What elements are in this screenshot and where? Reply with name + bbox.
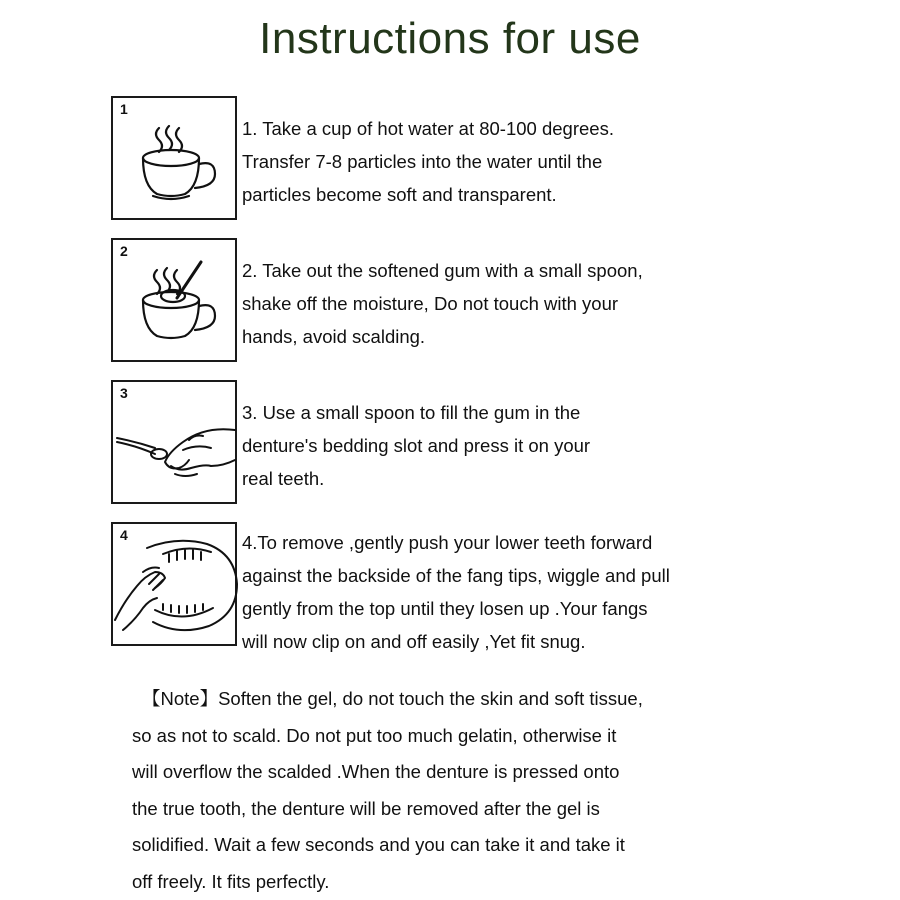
step-number: 3 xyxy=(120,385,128,401)
hand-with-spoon-icon xyxy=(113,382,239,506)
note-line: will overflow the scalded .When the denture is pressed onto xyxy=(132,761,620,782)
step-2-text xyxy=(242,254,787,353)
step-line: will now clip on and off easily ,Yet fit snug. xyxy=(242,631,586,652)
step-2-illustration xyxy=(111,238,237,362)
step-2 xyxy=(111,238,791,366)
step-1-text xyxy=(242,112,787,211)
step-4 xyxy=(111,522,791,650)
step-line: 1. Take a cup of hot water at 80-100 degrees. xyxy=(242,118,614,139)
step-line: hands, avoid scalding. xyxy=(242,326,426,347)
step-3-illustration xyxy=(111,380,237,504)
hand-removing-teeth-icon xyxy=(113,524,239,648)
step-line: gently from the top until they losen up .Your fangs xyxy=(242,598,648,619)
note-line: the true tooth, the denture will be removed after the gel is xyxy=(132,797,600,819)
note-line: so as not to scald. Do not put too much gelatin, otherwise it xyxy=(132,724,617,746)
note-line: off freely. It fits perfectly. xyxy=(132,870,330,892)
step-line: 3. Use a small spoon to fill the gum in the xyxy=(242,402,581,423)
step-number: 2 xyxy=(120,243,128,259)
step-3 xyxy=(111,380,791,508)
note-line: solidified. Wait a few seconds and you can take it and take it xyxy=(132,834,625,855)
step-line: against the backside of the fang tips, wiggle and pull xyxy=(242,565,670,586)
cup-with-spoon-icon xyxy=(113,240,239,364)
step-line: real teeth. xyxy=(242,468,325,489)
step-line: denture's bedding slot and press it on your xyxy=(242,435,591,456)
step-line: shake off the moisture, Do not touch with your xyxy=(242,293,619,314)
step-1 xyxy=(111,96,791,224)
step-number: 4 xyxy=(120,527,128,543)
step-line: Transfer 7-8 particles into the water until the xyxy=(242,151,603,172)
step-number: 1 xyxy=(120,101,128,117)
step-3-text xyxy=(242,396,787,495)
note-line: 【Note】Soften the gel, do not touch the skin and soft tissue, xyxy=(142,688,643,709)
page-title: Instructions for use xyxy=(259,14,641,63)
step-1-illustration xyxy=(111,96,237,220)
step-4-illustration xyxy=(111,522,237,646)
step-line: 4.To remove ,gently push your lower teeth forward xyxy=(242,532,653,553)
step-line: 2. Take out the softened gum with a small spoon, xyxy=(242,260,643,281)
step-line: particles become soft and transparent. xyxy=(242,184,557,205)
note-paragraph xyxy=(132,681,812,900)
step-4-text xyxy=(242,526,787,658)
hot-cup-icon xyxy=(113,98,239,222)
